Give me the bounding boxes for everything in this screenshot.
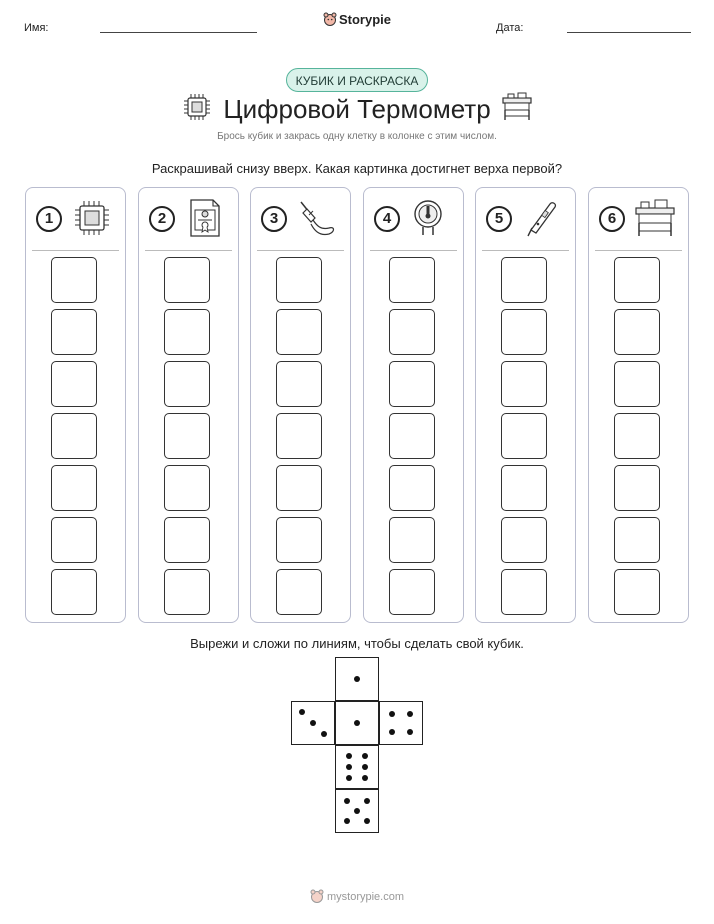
color-cell[interactable] xyxy=(51,413,97,459)
die-face-1 xyxy=(335,657,379,701)
date-field-line[interactable] xyxy=(567,32,691,33)
microchip-icon xyxy=(70,198,114,238)
color-cell[interactable] xyxy=(164,569,210,615)
storypie-logo-icon xyxy=(323,12,337,26)
color-cell[interactable] xyxy=(164,413,210,459)
column-divider xyxy=(257,250,344,251)
color-cell[interactable] xyxy=(501,413,547,459)
pip xyxy=(407,711,413,717)
color-cell[interactable] xyxy=(164,257,210,303)
column-divider xyxy=(145,250,232,251)
color-cell[interactable] xyxy=(276,569,322,615)
color-cell[interactable] xyxy=(614,569,660,615)
page-subtitle: Брось кубик и закрась одну клетку в колонке с этим числом. xyxy=(217,131,497,142)
footer-url[interactable]: mystorypie.com xyxy=(326,891,405,903)
die-face-3 xyxy=(291,701,335,745)
color-cell[interactable] xyxy=(501,465,547,511)
column-number: 2 xyxy=(149,206,175,232)
pip xyxy=(299,709,305,715)
color-cell[interactable] xyxy=(51,517,97,563)
storypie-logo-icon xyxy=(310,889,324,903)
color-cell[interactable] xyxy=(389,517,435,563)
column-number: 4 xyxy=(374,206,400,232)
column-number: 1 xyxy=(36,206,62,232)
column-number: 6 xyxy=(599,206,625,232)
pip xyxy=(344,818,350,824)
pip xyxy=(310,720,316,726)
pip xyxy=(362,764,368,770)
pip xyxy=(354,676,360,682)
digital-thermometer-icon xyxy=(520,198,564,238)
column-4 xyxy=(363,187,464,623)
color-cell[interactable] xyxy=(614,413,660,459)
cut-instruction: Вырежи и сложи по линиям, чтобы сделать свой кубик. xyxy=(190,636,524,651)
pip xyxy=(362,753,368,759)
column-divider xyxy=(595,250,682,251)
column-divider xyxy=(32,250,119,251)
column-2 xyxy=(138,187,239,623)
color-cell[interactable] xyxy=(614,517,660,563)
color-cell[interactable] xyxy=(614,257,660,303)
column-number: 3 xyxy=(261,206,287,232)
certificate-icon xyxy=(183,198,227,238)
pip xyxy=(354,720,360,726)
color-cell[interactable] xyxy=(276,517,322,563)
color-cell[interactable] xyxy=(164,517,210,563)
pip xyxy=(364,798,370,804)
category-badge: КУБИК И РАСКРАСКА xyxy=(286,68,428,92)
coloring-instruction: Раскрашивай снизу вверх. Какая картинка достигнет верха первой? xyxy=(151,161,563,176)
color-cell[interactable] xyxy=(389,361,435,407)
color-cell[interactable] xyxy=(51,257,97,303)
column-divider xyxy=(482,250,569,251)
column-1 xyxy=(25,187,126,623)
color-cell[interactable] xyxy=(501,361,547,407)
die-face-1 xyxy=(335,701,379,745)
date-label: Дата: xyxy=(496,22,524,34)
page-title: Цифровой Термометр xyxy=(223,94,491,124)
name-label: Имя: xyxy=(24,22,49,34)
brand-header xyxy=(0,12,714,27)
color-cell[interactable] xyxy=(614,465,660,511)
color-cell[interactable] xyxy=(276,257,322,303)
color-cell[interactable] xyxy=(389,413,435,459)
pip xyxy=(354,808,360,814)
workbench-icon xyxy=(500,92,534,122)
column-3 xyxy=(250,187,351,623)
color-cell[interactable] xyxy=(276,465,322,511)
pip xyxy=(321,731,327,737)
pip xyxy=(364,818,370,824)
thermostat-icon xyxy=(408,198,452,238)
color-cell[interactable] xyxy=(614,361,660,407)
color-cell[interactable] xyxy=(51,465,97,511)
color-cell[interactable] xyxy=(501,569,547,615)
column-5 xyxy=(475,187,576,623)
die-face-4 xyxy=(379,701,423,745)
color-cell[interactable] xyxy=(164,465,210,511)
color-cell[interactable] xyxy=(164,361,210,407)
pip xyxy=(362,775,368,781)
color-cell[interactable] xyxy=(164,309,210,355)
column-6 xyxy=(588,187,689,623)
color-cell[interactable] xyxy=(614,309,660,355)
brand-name: Storypie xyxy=(338,12,391,27)
column-divider xyxy=(370,250,457,251)
pip xyxy=(346,775,352,781)
color-cell[interactable] xyxy=(389,257,435,303)
color-cell[interactable] xyxy=(51,569,97,615)
color-cell[interactable] xyxy=(276,413,322,459)
die-face-5 xyxy=(335,789,379,833)
pip xyxy=(407,729,413,735)
color-cell[interactable] xyxy=(276,361,322,407)
pip xyxy=(344,798,350,804)
color-cell[interactable] xyxy=(51,361,97,407)
column-number: 5 xyxy=(486,206,512,232)
color-cell[interactable] xyxy=(51,309,97,355)
color-cell[interactable] xyxy=(389,569,435,615)
color-cell[interactable] xyxy=(501,517,547,563)
soldering-iron-icon xyxy=(295,198,339,238)
color-cell[interactable] xyxy=(389,309,435,355)
die-face-6 xyxy=(335,745,379,789)
color-cell[interactable] xyxy=(501,309,547,355)
pip xyxy=(389,729,395,735)
pip xyxy=(346,753,352,759)
color-cell[interactable] xyxy=(276,309,322,355)
pip xyxy=(389,711,395,717)
color-cell[interactable] xyxy=(501,257,547,303)
name-field-line[interactable] xyxy=(100,32,257,33)
color-cell[interactable] xyxy=(389,465,435,511)
pip xyxy=(346,764,352,770)
footer xyxy=(0,889,714,903)
workbench-icon xyxy=(633,198,677,238)
